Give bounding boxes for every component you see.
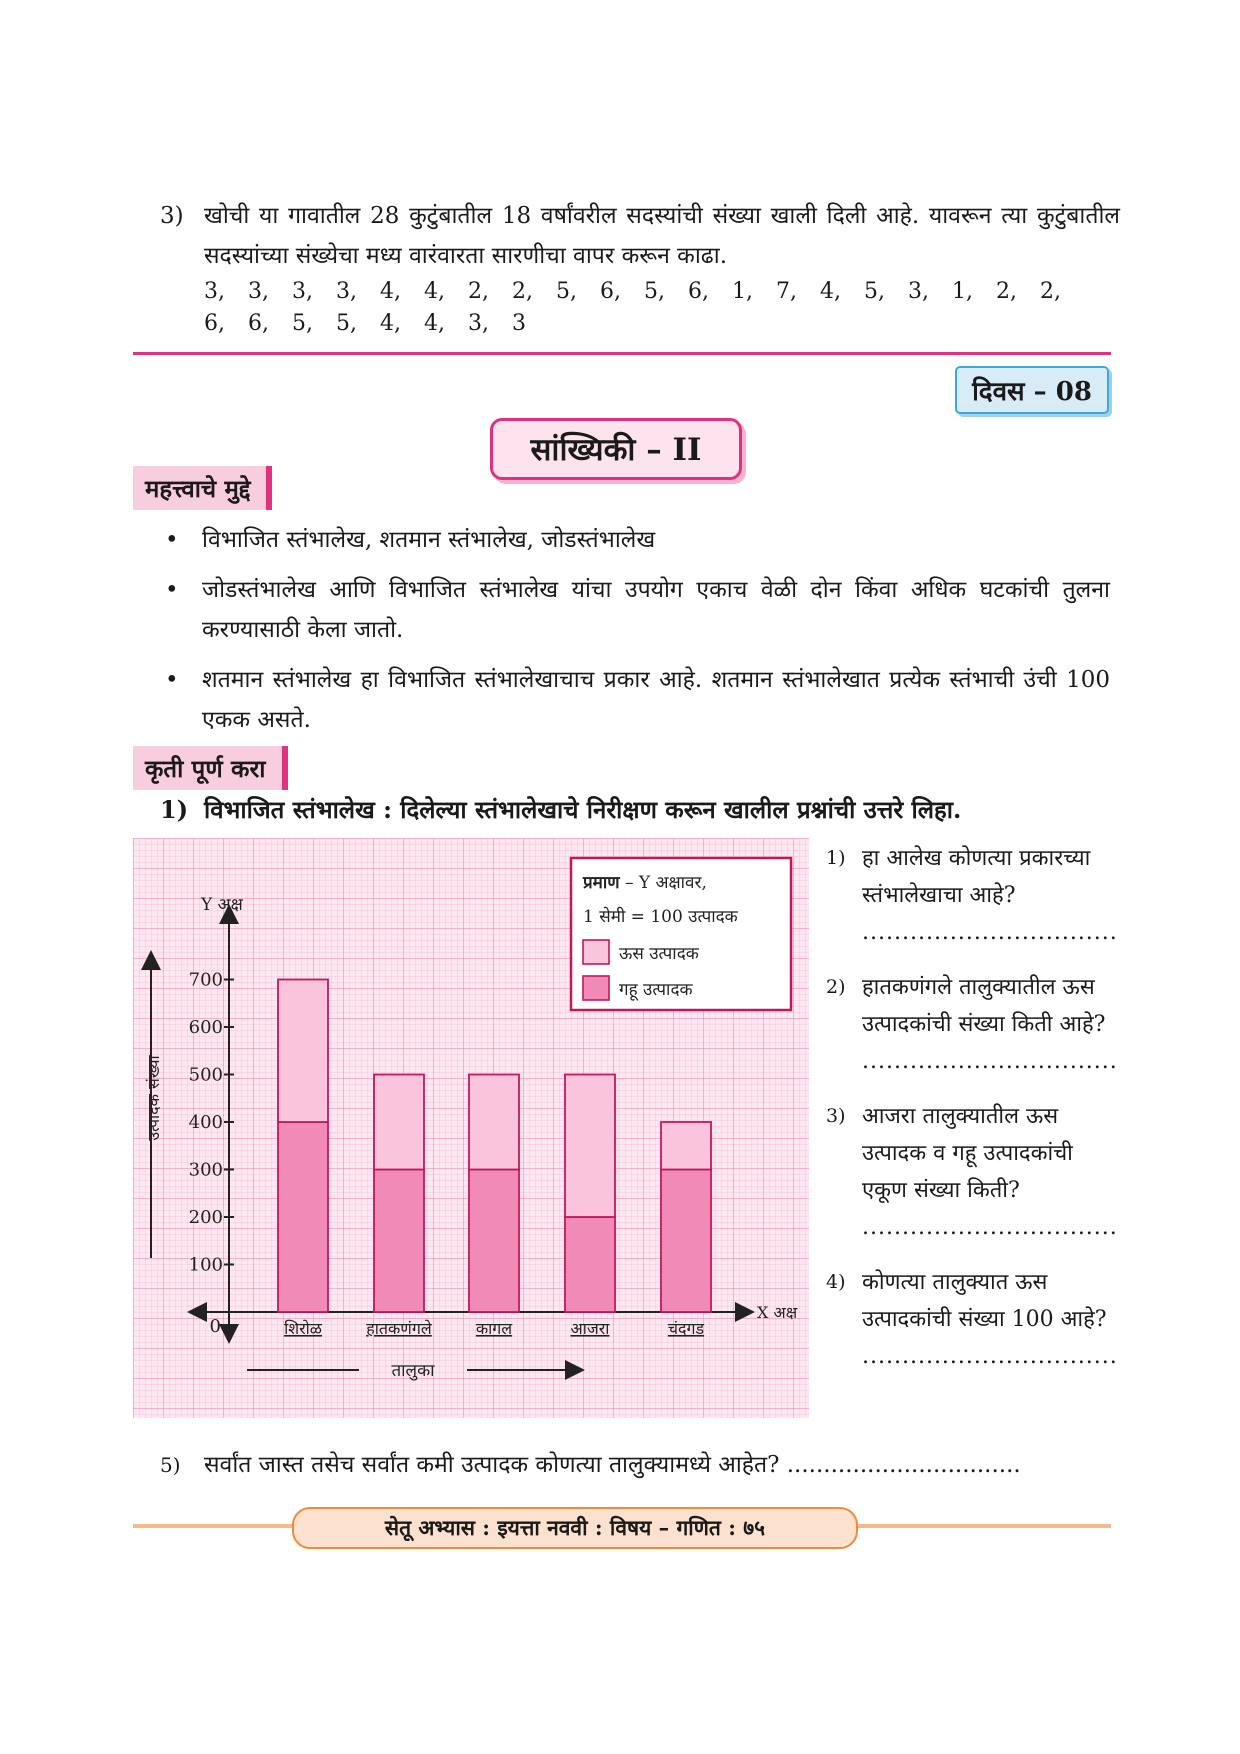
- data-value: 1,: [732, 279, 753, 304]
- chapter-title: सांख्यिकी – II: [490, 418, 742, 480]
- question-4: 4) कोणत्या तालुक्यात ऊस उत्पादकांची संख्या 100 आहे? ................................: [826, 1264, 1116, 1375]
- data-value: 3,: [908, 279, 929, 304]
- answer-line: ................................: [862, 1344, 1118, 1369]
- x-tick-label: चंदगड: [667, 1319, 705, 1338]
- x-axis-title: तालुका: [391, 1361, 435, 1381]
- data-value: 5,: [644, 279, 665, 304]
- chart-questions: [826, 840, 1116, 1393]
- x-tick-label: हातकणंगले: [366, 1319, 432, 1338]
- bar-segment: [374, 1170, 424, 1313]
- data-value: 3: [512, 311, 526, 336]
- data-value: 5,: [336, 311, 357, 336]
- y-tick-label: 100: [188, 1254, 223, 1276]
- legend-swatch: [583, 976, 609, 1000]
- question-3: [160, 196, 1120, 340]
- legend-label: ऊस उत्पादक: [619, 944, 699, 964]
- stacked-bar-chart: [133, 838, 809, 1418]
- bar-segment: [469, 1075, 519, 1170]
- data-value: 6,: [204, 311, 225, 336]
- y-tick-label: 600: [188, 1017, 223, 1038]
- page-footer: सेतू अभ्यास : इयत्ता नववी : विषय – गणित : ७५: [292, 1507, 858, 1549]
- data-value: 3,: [292, 279, 313, 304]
- chart-svg: [133, 838, 809, 1418]
- answer-line: ................................: [786, 1452, 1021, 1478]
- data-value: 5,: [556, 279, 577, 304]
- legend-swatch: [583, 940, 609, 964]
- key-point: • शतमान स्तंभालेख हा विभाजित स्तंभालेखाचाच प्रकार आहे. शतमान स्तंभालेखात प्रत्येक स्तंभाची उंची 100 एकक असते.: [165, 660, 1110, 740]
- y-tick-label: 700: [188, 969, 223, 991]
- bar-segment: [278, 1122, 328, 1312]
- x-tick-label: आजरा: [570, 1319, 610, 1338]
- data-value: 3,: [248, 279, 269, 304]
- data-values: [204, 276, 1120, 340]
- y-axis-label: Y अक्ष: [201, 895, 243, 915]
- question-3-chart: 3) आजरा तालुक्यातील ऊस उत्पादक व गहू उत्पादकांची एकूण संख्या किती? ................................: [826, 1098, 1116, 1246]
- bar-segment: [661, 1122, 711, 1170]
- answer-line: ................................: [862, 1049, 1118, 1074]
- y-tick-label: 500: [188, 1064, 223, 1086]
- y-tick-label: 300: [188, 1159, 223, 1181]
- bar-segment: [565, 1217, 615, 1312]
- legend-label: गहू उत्पादक: [619, 980, 693, 1000]
- data-value: 4,: [424, 311, 445, 336]
- task-text: विभाजित स्तंभालेख : दिलेल्या स्तंभालेखाचे निरीक्षण करून खालील प्रश्नांची उत्तरे लिहा.: [204, 795, 962, 824]
- y-tick-label: 400: [188, 1112, 223, 1133]
- bar-segment: [278, 980, 328, 1123]
- data-value: 3,: [204, 279, 225, 304]
- bullet-icon: •: [165, 577, 179, 603]
- bar-segment: [469, 1170, 519, 1313]
- activity-heading: कृती पूर्ण करा: [133, 746, 288, 790]
- data-value: 2,: [468, 279, 489, 304]
- data-value: 5,: [292, 311, 313, 336]
- day-label: दिवस – 08: [955, 366, 1109, 414]
- key-points-list: [165, 520, 1110, 750]
- x-axis-label: X अक्ष: [757, 1303, 798, 1322]
- bar-segment: [565, 1075, 615, 1218]
- answer-line: ................................: [862, 1215, 1118, 1240]
- bullet-icon: •: [165, 527, 179, 553]
- data-value: 7,: [776, 279, 797, 304]
- task-number: 1): [160, 795, 189, 824]
- question-5: 5) सर्वांत जास्त तसेच सर्वांत कमी उत्पादक कोणत्या तालुक्यामध्ये आहेत? ................................: [160, 1452, 1021, 1478]
- bullet-icon: •: [165, 667, 179, 693]
- data-value: 6,: [600, 279, 621, 304]
- question-2: 2) हातकणंगले तालुक्यातील ऊस उत्पादकांची संख्या किती आहे? ................................: [826, 969, 1116, 1080]
- data-value: 6,: [248, 311, 269, 336]
- data-value: 4,: [424, 279, 445, 304]
- activity-task: [160, 793, 961, 826]
- legend-scale-label: प्रमाण – Y अक्षावर,: [583, 873, 707, 893]
- section-divider: [133, 352, 1111, 355]
- data-value: 6,: [688, 279, 709, 304]
- data-value: 4,: [380, 279, 401, 304]
- data-value: 2,: [512, 279, 533, 304]
- data-value: 4,: [380, 311, 401, 336]
- key-points-heading: महत्त्वाचे मुद्दे: [133, 466, 272, 510]
- y-tick-label: 200: [188, 1207, 223, 1228]
- key-point: • विभाजित स्तंभालेख, शतमान स्तंभालेख, जोडस्तंभालेख: [165, 520, 1110, 560]
- x-tick-label: कागल: [475, 1319, 513, 1338]
- data-value: 1,: [952, 279, 973, 304]
- y-axis-title: उत्पादक संख्या: [144, 1055, 163, 1141]
- origin-label: 0: [209, 1316, 221, 1337]
- data-value: 2,: [996, 279, 1017, 304]
- data-value: 5,: [864, 279, 885, 304]
- answer-line: ................................: [862, 920, 1118, 945]
- data-value: 3,: [336, 279, 357, 304]
- bar-segment: [374, 1075, 424, 1170]
- legend-scale-value: 1 सेमी = 100 उत्पादक: [583, 907, 738, 927]
- data-value: 3,: [468, 311, 489, 336]
- question-number: 3): [160, 203, 184, 229]
- data-value: 4,: [820, 279, 841, 304]
- data-value: 2,: [1040, 279, 1061, 304]
- key-point: • जोडस्तंभालेख आणि विभाजित स्तंभालेख यांचा उपयोग एकाच वेळी दोन किंवा अधिक घटकांची तुलना करण्यासाठी केला जातो.: [165, 570, 1110, 650]
- question-text: खोची या गावातील 28 कुटुंबातील 18 वर्षांवरील सदस्यांची संख्या खाली दिली आहे. यावरून त्या कुटुंबातील सदस्यांच्या संख्येचा मध्य वारंवारता सारणीचा वापर करून काढा.: [204, 203, 1120, 269]
- x-tick-label: शिरोळ: [284, 1319, 322, 1338]
- question-1: 1) हा आलेख कोणत्या प्रकारच्या स्तंभालेखाचा आहे? ................................: [826, 840, 1116, 951]
- bar-segment: [661, 1170, 711, 1313]
